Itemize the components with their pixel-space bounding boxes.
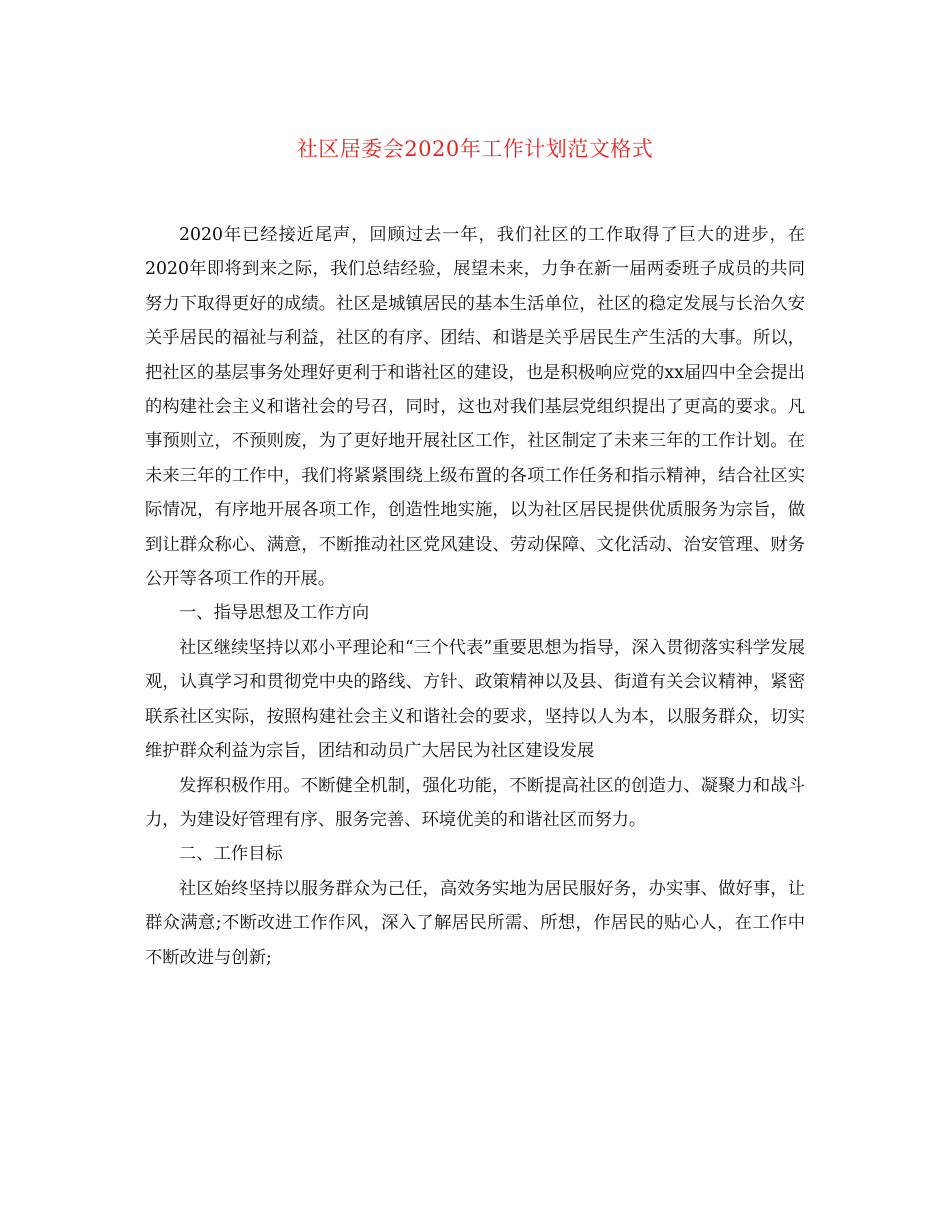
document-body [145,218,805,975]
work-goals-paragraph: 社区始终坚持以服务群众为己任，高效务实地为居民服好务，办实事、做好事，让群众满意;不断改进工作作风，深入了解居民所需、所想，作居民的贴心人，在工作中不断改进与创新; [145,878,805,968]
intro-paragraph: 2020年已经接近尾声，回顾过去一年，我们社区的工作取得了巨大的进步，在2020年即将到来之际，我们总结经验，展望未来，力争在新一届两委班子成员的共同努力下取得更好的成绩。社区是城镇居民的基本生活单位，社区的稳定发展与长治久安关乎居民的福祉与利益，社区的有序、团结、和谐是关乎居民生产生活的大事。所以，把社区的基层事务处理好更利于和谐社区的建设，也是积极响应党的xx届四中全会提出的构建社会主义和谐社会的号召，同时，这也对我们基层党组织提出了更高的要求。凡事预则立，不预则废，为了更好地开展社区工作，社区制定了未来三年的工作计划。在未来三年的工作中，我们将紧紧围绕上级布置的各项工作任务和指示精神，结合社区实际情况，有序地开展各项工作，创造性地实施，以为社区居民提供优质服务为宗旨，做到让群众称心、满意，不断推动社区党风建设、劳动保障、文化活动、治安管理、财务公开等各项工作的开展。 [145,225,805,590]
guiding-ideology-paragraph: 社区继续坚持以邓小平理论和“三个代表”重要思想为指导，深入贯彻落实科学发展观，认真学习和贯彻党中央的路线、方针、政策精神以及县、街道有关会议精神，紧密联系社区实际，按照构建社会主义和谐社会的要求，坚持以人为本，以服务群众，切实维护群众利益为宗旨，团结和动员广大居民为社区建设发展 [145,637,805,762]
guiding-ideology-continuation-paragraph: 发挥积极作用。不断健全机制，强化功能，不断提高社区的创造力、凝聚力和战斗力，为建设好管理有序、服务完善、环境优美的和谐社区而努力。 [145,775,805,830]
section-heading-work-goals: 二、工作目标 [179,844,283,865]
document-title: 社区居委会2020年工作计划范文格式 [296,137,654,161]
section-heading-guiding-ideology: 一、指导思想及工作方向 [179,603,370,624]
